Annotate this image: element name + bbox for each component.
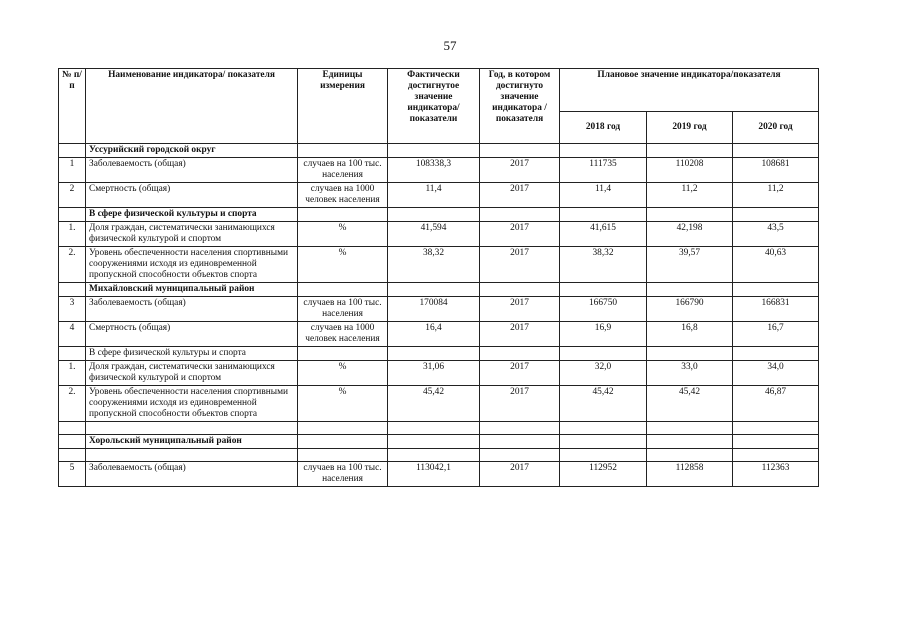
row-units: %	[298, 222, 388, 247]
row-name: Уровень обеспеченности населения спортивными сооружениями исходя из единовременной пропускной способности объектов спорта	[86, 247, 298, 283]
row-year: 2017	[480, 462, 560, 487]
row-name: Заболеваемость (общая)	[86, 297, 298, 322]
header-2020: 2020 год	[733, 112, 819, 144]
row-name: Заболеваемость (общая)	[86, 462, 298, 487]
row-num: 4	[59, 322, 86, 347]
table-row	[59, 183, 819, 208]
table-row	[59, 361, 819, 386]
row-fact: 16,4	[388, 322, 480, 347]
header-num: № п/п	[59, 69, 86, 144]
row-2020: 43,5	[733, 222, 819, 247]
section-row	[59, 283, 819, 297]
row-fact: 41,594	[388, 222, 480, 247]
row-units: %	[298, 386, 388, 422]
row-num: 3	[59, 297, 86, 322]
row-2019: 39,57	[647, 247, 733, 283]
table-row	[59, 462, 819, 487]
row-name: Доля граждан, систематически занимающихся физической культурой и спортом	[86, 222, 298, 247]
section-sport: В сфере физической культуры и спорта	[86, 208, 298, 222]
table-row	[59, 222, 819, 247]
spacer-row	[59, 449, 819, 462]
row-2019: 45,42	[647, 386, 733, 422]
table-row	[59, 158, 819, 183]
row-2019: 112858	[647, 462, 733, 487]
row-fact: 38,32	[388, 247, 480, 283]
page-number: 57	[443, 38, 457, 53]
row-fact: 45,42	[388, 386, 480, 422]
row-2018: 11,4	[560, 183, 647, 208]
row-name: Смертность (общая)	[86, 322, 298, 347]
row-name: Доля граждан, систематически занимающихся физической культурой и спортом	[86, 361, 298, 386]
row-units: случаев на 100 тыс. населения	[298, 297, 388, 322]
row-units: %	[298, 247, 388, 283]
section-sport: В сфере физической культуры и спорта	[86, 347, 298, 361]
row-year: 2017	[480, 386, 560, 422]
row-2020: 166831	[733, 297, 819, 322]
row-fact: 11,4	[388, 183, 480, 208]
row-2018: 112952	[560, 462, 647, 487]
table-row	[59, 386, 819, 422]
row-num: 1.	[59, 222, 86, 247]
row-year: 2017	[480, 158, 560, 183]
row-num: 5	[59, 462, 86, 487]
header-2018: 2018 год	[560, 112, 647, 144]
row-2020: 112363	[733, 462, 819, 487]
row-num: 2	[59, 183, 86, 208]
row-name: Уровень обеспеченности населения спортивными сооружениями исходя из единовременной пропускной способности объектов спорта	[86, 386, 298, 422]
section-mikhailovsky: Михайловский муниципальный район	[86, 283, 298, 297]
header-planned: Плановое значение индикатора/показателя	[560, 69, 819, 112]
row-num: 1.	[59, 361, 86, 386]
section-row	[59, 435, 819, 449]
row-fact: 113042,1	[388, 462, 480, 487]
row-2018: 45,42	[560, 386, 647, 422]
row-2019: 16,8	[647, 322, 733, 347]
section-row	[59, 144, 819, 158]
row-year: 2017	[480, 183, 560, 208]
row-year: 2017	[480, 222, 560, 247]
header-units: Единицы измерения	[298, 69, 388, 144]
header-row	[59, 69, 819, 112]
row-2018: 32,0	[560, 361, 647, 386]
row-num: 2.	[59, 386, 86, 422]
row-units: %	[298, 361, 388, 386]
row-2020: 108681	[733, 158, 819, 183]
table-row	[59, 322, 819, 347]
table-row	[59, 297, 819, 322]
row-2018: 111735	[560, 158, 647, 183]
row-2020: 40,63	[733, 247, 819, 283]
row-year: 2017	[480, 297, 560, 322]
header-fact: Фактически достигнутое значение индикатора/ показатели	[388, 69, 480, 144]
table-row	[59, 247, 819, 283]
section-row	[59, 208, 819, 222]
row-2019: 33,0	[647, 361, 733, 386]
row-2019: 110208	[647, 158, 733, 183]
row-fact: 31,06	[388, 361, 480, 386]
section-row	[59, 347, 819, 361]
row-year: 2017	[480, 247, 560, 283]
spacer-row	[59, 422, 819, 435]
row-num: 2.	[59, 247, 86, 283]
row-name: Заболеваемость (общая)	[86, 158, 298, 183]
row-2018: 166750	[560, 297, 647, 322]
row-2020: 11,2	[733, 183, 819, 208]
header-2019: 2019 год	[647, 112, 733, 144]
row-fact: 170084	[388, 297, 480, 322]
row-2019: 166790	[647, 297, 733, 322]
row-name: Смертность (общая)	[86, 183, 298, 208]
row-fact: 108338,3	[388, 158, 480, 183]
section-khorol: Хорольский муниципальный район	[86, 435, 298, 449]
section-ussuri: Уссурийский городской округ	[86, 144, 298, 158]
row-2018: 38,32	[560, 247, 647, 283]
row-num: 1	[59, 158, 86, 183]
row-year: 2017	[480, 361, 560, 386]
row-2018: 16,9	[560, 322, 647, 347]
row-2019: 42,198	[647, 222, 733, 247]
row-year: 2017	[480, 322, 560, 347]
indicators-table	[58, 68, 819, 487]
row-units: случаев на 1000 человек населения	[298, 322, 388, 347]
header-name: Наименование индикатора/ показателя	[86, 69, 298, 144]
header-year: Год, в котором достигнуто значение индикатора /показателя	[480, 69, 560, 144]
row-2020: 34,0	[733, 361, 819, 386]
row-units: случаев на 100 тыс. населения	[298, 462, 388, 487]
row-2018: 41,615	[560, 222, 647, 247]
row-2020: 16,7	[733, 322, 819, 347]
row-2019: 11,2	[647, 183, 733, 208]
row-units: случаев на 1000 человек населения	[298, 183, 388, 208]
row-2020: 46,87	[733, 386, 819, 422]
row-units: случаев на 100 тыс. населения	[298, 158, 388, 183]
